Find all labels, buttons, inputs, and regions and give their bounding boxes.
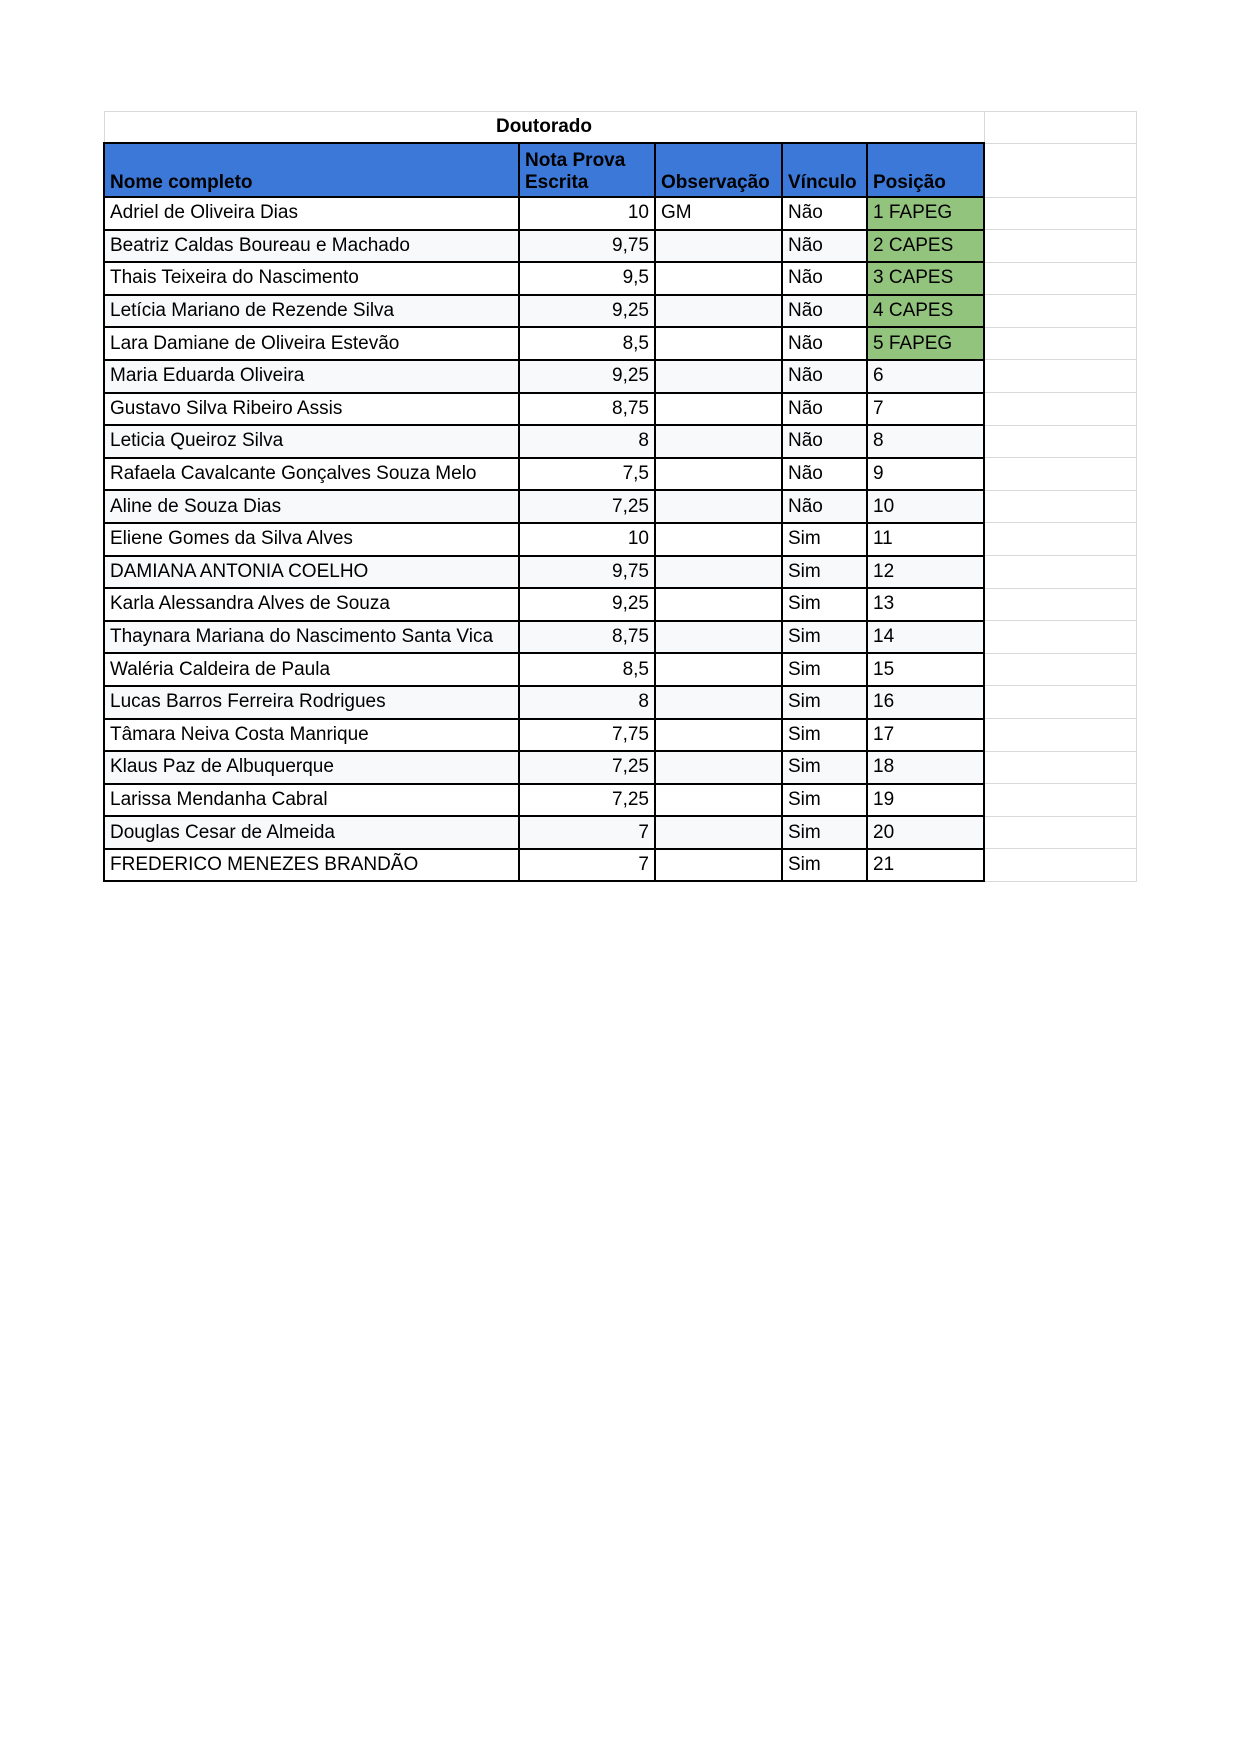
cell-vinculo: Sim: [782, 588, 867, 621]
cell-vinculo: Sim: [782, 751, 867, 784]
empty-cell: [984, 686, 1136, 719]
cell-vinculo: Sim: [782, 523, 867, 556]
cell-nota: 7: [519, 849, 655, 882]
cell-nome: Klaus Paz de Albuquerque: [104, 751, 519, 784]
cell-observacao: [655, 393, 782, 426]
header-row: [104, 143, 1136, 197]
empty-cell: [984, 719, 1136, 752]
table-row: [104, 197, 1136, 230]
cell-observacao: [655, 262, 782, 295]
column-header-nota: Nota Prova Escrita: [519, 143, 655, 197]
cell-nota: 7,25: [519, 490, 655, 523]
cell-nome: Tâmara Neiva Costa Manrique: [104, 719, 519, 752]
cell-posicao: 11: [867, 523, 984, 556]
cell-observacao: [655, 816, 782, 849]
empty-cell: [984, 262, 1136, 295]
cell-observacao: [655, 653, 782, 686]
empty-cell: [984, 143, 1136, 197]
table-row: [104, 653, 1136, 686]
empty-cell: [984, 653, 1136, 686]
cell-vinculo: Sim: [782, 621, 867, 654]
column-header-posicao: Posição: [867, 143, 984, 197]
table-body: [104, 197, 1136, 881]
cell-posicao: 13: [867, 588, 984, 621]
empty-cell: [984, 490, 1136, 523]
table-row: [104, 523, 1136, 556]
cell-posicao: 19: [867, 784, 984, 817]
cell-posicao: 2 CAPES: [867, 230, 984, 263]
cell-nota: 8: [519, 425, 655, 458]
cell-nota: 9,25: [519, 360, 655, 393]
cell-observacao: [655, 360, 782, 393]
table-row: [104, 719, 1136, 752]
empty-cell: [984, 425, 1136, 458]
cell-observacao: GM: [655, 197, 782, 230]
empty-cell: [984, 588, 1136, 621]
cell-nome: Letícia Mariano de Rezende Silva: [104, 295, 519, 328]
column-header-observacao: Observação: [655, 143, 782, 197]
cell-observacao: [655, 556, 782, 589]
empty-cell: [984, 621, 1136, 654]
cell-vinculo: Sim: [782, 556, 867, 589]
table-row: [104, 686, 1136, 719]
cell-vinculo: Não: [782, 360, 867, 393]
cell-vinculo: Sim: [782, 784, 867, 817]
cell-observacao: [655, 295, 782, 328]
empty-cell: [984, 327, 1136, 360]
cell-vinculo: Sim: [782, 719, 867, 752]
cell-nome: Thais Teixeira do Nascimento: [104, 262, 519, 295]
cell-posicao: 20: [867, 816, 984, 849]
table-row: [104, 262, 1136, 295]
empty-cell: [984, 360, 1136, 393]
table-row: [104, 751, 1136, 784]
cell-vinculo: Não: [782, 197, 867, 230]
cell-nome: DAMIANA ANTONIA COELHO: [104, 556, 519, 589]
cell-posicao: 5 FAPEG: [867, 327, 984, 360]
empty-cell: [984, 112, 1136, 144]
empty-cell: [984, 230, 1136, 263]
cell-posicao: 3 CAPES: [867, 262, 984, 295]
cell-nota: 7,5: [519, 458, 655, 491]
table-row: [104, 327, 1136, 360]
cell-nome: Gustavo Silva Ribeiro Assis: [104, 393, 519, 426]
cell-observacao: [655, 849, 782, 882]
table-row: [104, 784, 1136, 817]
cell-observacao: [655, 425, 782, 458]
cell-vinculo: Sim: [782, 816, 867, 849]
cell-nota: 8,5: [519, 653, 655, 686]
cell-nota: 7,75: [519, 719, 655, 752]
cell-posicao: 12: [867, 556, 984, 589]
cell-posicao: 8: [867, 425, 984, 458]
table-row: [104, 849, 1136, 882]
cell-vinculo: Sim: [782, 653, 867, 686]
table-row: [104, 458, 1136, 491]
spreadsheet: [103, 111, 1137, 882]
cell-observacao: [655, 751, 782, 784]
cell-posicao: 16: [867, 686, 984, 719]
cell-nota: 9,75: [519, 556, 655, 589]
cell-nome: Adriel de Oliveira Dias: [104, 197, 519, 230]
cell-vinculo: Não: [782, 393, 867, 426]
cell-vinculo: Sim: [782, 849, 867, 882]
table-row: [104, 588, 1136, 621]
cell-nota: 8,75: [519, 621, 655, 654]
cell-vinculo: Não: [782, 230, 867, 263]
empty-cell: [984, 523, 1136, 556]
cell-posicao: 17: [867, 719, 984, 752]
table-row: [104, 393, 1136, 426]
cell-nota: 9,25: [519, 295, 655, 328]
cell-observacao: [655, 784, 782, 817]
cell-observacao: [655, 719, 782, 752]
cell-nota: 9,5: [519, 262, 655, 295]
cell-nota: 7,25: [519, 751, 655, 784]
cell-observacao: [655, 490, 782, 523]
table-row: [104, 490, 1136, 523]
cell-nota: 8,75: [519, 393, 655, 426]
cell-nome: FREDERICO MENEZES BRANDÃO: [104, 849, 519, 882]
cell-nota: 10: [519, 523, 655, 556]
empty-cell: [984, 458, 1136, 491]
cell-vinculo: Não: [782, 327, 867, 360]
cell-posicao: 1 FAPEG: [867, 197, 984, 230]
table-title: Doutorado: [104, 112, 984, 144]
cell-posicao: 10: [867, 490, 984, 523]
empty-cell: [984, 849, 1136, 882]
cell-posicao: 15: [867, 653, 984, 686]
cell-nome: Lara Damiane de Oliveira Estevão: [104, 327, 519, 360]
table-row: [104, 295, 1136, 328]
cell-posicao: 14: [867, 621, 984, 654]
cell-nome: Aline de Souza Dias: [104, 490, 519, 523]
cell-nota: 9,75: [519, 230, 655, 263]
cell-nome: Larissa Mendanha Cabral: [104, 784, 519, 817]
results-table: [103, 111, 1137, 882]
empty-cell: [984, 751, 1136, 784]
table-row: [104, 230, 1136, 263]
cell-nome: Rafaela Cavalcante Gonçalves Souza Melo: [104, 458, 519, 491]
cell-vinculo: Sim: [782, 686, 867, 719]
cell-vinculo: Não: [782, 262, 867, 295]
cell-posicao: 6: [867, 360, 984, 393]
cell-nota: 7,25: [519, 784, 655, 817]
cell-vinculo: Não: [782, 425, 867, 458]
cell-posicao: 7: [867, 393, 984, 426]
table-row: [104, 621, 1136, 654]
cell-nome: Douglas Cesar de Almeida: [104, 816, 519, 849]
cell-nome: Beatriz Caldas Boureau e Machado: [104, 230, 519, 263]
cell-nota: 9,25: [519, 588, 655, 621]
empty-cell: [984, 295, 1136, 328]
cell-nome: Thaynara Mariana do Nascimento Santa Vica: [104, 621, 519, 654]
cell-nota: 8: [519, 686, 655, 719]
cell-nome: Eliene Gomes da Silva Alves: [104, 523, 519, 556]
cell-nota: 10: [519, 197, 655, 230]
table-row: [104, 556, 1136, 589]
table-row: [104, 360, 1136, 393]
cell-posicao: 9: [867, 458, 984, 491]
cell-observacao: [655, 686, 782, 719]
cell-nota: 8,5: [519, 327, 655, 360]
cell-posicao: 21: [867, 849, 984, 882]
empty-cell: [984, 816, 1136, 849]
empty-cell: [984, 784, 1136, 817]
title-row: [104, 112, 1136, 144]
cell-nome: Waléria Caldeira de Paula: [104, 653, 519, 686]
cell-posicao: 18: [867, 751, 984, 784]
cell-nome: Maria Eduarda Oliveira: [104, 360, 519, 393]
cell-nome: Lucas Barros Ferreira Rodrigues: [104, 686, 519, 719]
cell-vinculo: Não: [782, 295, 867, 328]
cell-nome: Karla Alessandra Alves de Souza: [104, 588, 519, 621]
cell-vinculo: Não: [782, 490, 867, 523]
empty-cell: [984, 556, 1136, 589]
table-row: [104, 425, 1136, 458]
cell-observacao: [655, 458, 782, 491]
cell-nome: Leticia Queiroz Silva: [104, 425, 519, 458]
table-row: [104, 816, 1136, 849]
cell-observacao: [655, 230, 782, 263]
cell-observacao: [655, 588, 782, 621]
cell-observacao: [655, 327, 782, 360]
cell-vinculo: Não: [782, 458, 867, 491]
cell-posicao: 4 CAPES: [867, 295, 984, 328]
column-header-nome: Nome completo: [104, 143, 519, 197]
empty-cell: [984, 197, 1136, 230]
column-header-vinculo: Vínculo: [782, 143, 867, 197]
cell-observacao: [655, 523, 782, 556]
cell-observacao: [655, 621, 782, 654]
empty-cell: [984, 393, 1136, 426]
cell-nota: 7: [519, 816, 655, 849]
